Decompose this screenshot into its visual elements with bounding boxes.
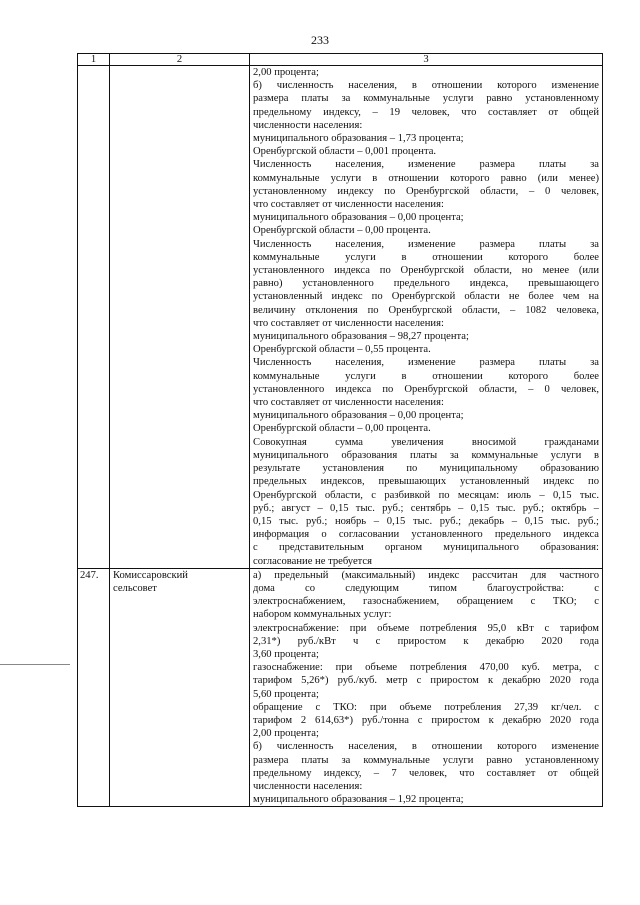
- text-line: тарифом 2 614,63*) руб./тонна с приростом к декабрю 2020 года: [253, 714, 599, 726]
- text-line: численности населения:: [253, 119, 363, 131]
- text-line: установленного индекса по Оренбургской области, но менее (или: [253, 265, 599, 277]
- table-row: [78, 66, 603, 569]
- text-line: величину отклонения по Оренбургской области, – 1082 человека,: [253, 304, 599, 316]
- text-line: руб.; август – 0,15 тыс. руб.; сентябрь – 0,15 тыс. руб.; октябрь –: [253, 502, 599, 514]
- scan-margin-mark: [0, 664, 70, 665]
- text-line: муниципального образования – 0,00 процента;: [253, 410, 464, 422]
- text-line: газоснабжение: при объеме потребления 470,00 куб. метра, с: [253, 662, 599, 674]
- page-number: 233: [311, 33, 329, 47]
- data-table: [77, 53, 603, 807]
- text-line: размера платы за коммунальные услуги равно установленному: [253, 93, 599, 105]
- text-line: 2,00 процента;: [253, 728, 319, 740]
- text-line: Оренбургской области, с разбивкой по месяцам: июль – 0,15 тыс.: [253, 489, 599, 501]
- row-number-cell: [78, 66, 110, 569]
- text-line: муниципального образования – 1,92 процента;: [253, 794, 464, 806]
- text-line: Численность населения, изменение размера платы за: [253, 357, 599, 369]
- municipality-name-line: Комиссаровский: [113, 569, 188, 581]
- municipality-name-cell: [110, 66, 250, 569]
- description-cell: [250, 66, 603, 569]
- text-line: равно) установленного предельного индекса, превышающего: [253, 278, 599, 290]
- text-line: 3,60 процента;: [253, 648, 319, 660]
- text-line: муниципального образования – 0,00 процента;: [253, 212, 464, 224]
- text-line: согласование не требуется: [253, 555, 373, 567]
- text-line: коммунальные услуги в отношении которого более: [253, 251, 599, 263]
- text-line: обращение с ТКО: при объеме потребления 27,39 кг/чел. с: [253, 701, 599, 713]
- text-line: 2,31*) руб./кВт ч с приростом к декабрю 2020 года: [253, 635, 599, 647]
- text-line: муниципального образования – 1,73 процента;: [253, 133, 464, 145]
- text-line: б) численность населения, в отношении которого изменение: [253, 80, 599, 92]
- text-line: Совокупная сумма увеличения вносимой гражданами: [253, 436, 599, 448]
- text-line: б) численность населения, в отношении которого изменение: [253, 741, 599, 753]
- text-line: коммунальные услуги в отношении которого равно (или менее): [253, 172, 599, 184]
- text-line: что составляет от численности населения:: [253, 317, 444, 329]
- text-line: предельному индексу, – 7 человек, что составляет от общей: [253, 767, 599, 779]
- text-line: результате установления по муниципальному образованию: [253, 463, 599, 475]
- text-line: а) предельный (максимальный) индекс рассчитан для частного: [253, 569, 599, 581]
- text-line: что составляет от численности населения:: [253, 199, 444, 211]
- text-line: с представительным органом муниципального образования:: [253, 542, 599, 554]
- text-line: предельных индексов, превышающих установленный индекс по: [253, 476, 599, 488]
- text-line: установленный индекс по Оренбургской области не более чем на: [253, 291, 599, 303]
- text-line: Оренбургской области – 0,55 процента.: [253, 344, 431, 356]
- text-line: муниципального образования платы за коммунальные услуги в: [253, 449, 599, 461]
- text-line: электроснабжение: при объеме потребления 95,0 кВт с тарифом: [253, 622, 599, 634]
- text-line: что составляет от численности населения:: [253, 397, 444, 409]
- text-line: 5,60 процента;: [253, 688, 319, 700]
- header-row: [78, 54, 603, 66]
- header-col-3: 3: [250, 54, 603, 66]
- text-line: информация о согласовании установленного предельного индекса: [253, 529, 599, 541]
- text-line: 2,00 процента;: [253, 67, 319, 78]
- table-body: [78, 54, 603, 807]
- text-line: установленного индекса по Оренбургской области, – 0 человек,: [253, 383, 599, 395]
- row-number-cell: 247.: [78, 568, 110, 807]
- text-line: установленному индексу по Оренбургской области, – 0 человек,: [253, 185, 599, 197]
- description-cell: [250, 568, 603, 807]
- text-line: набором коммунальных услуг:: [253, 609, 392, 621]
- text-line: тарифом 5,26*) руб./куб. метр с приростом к декабрю 2020 года: [253, 675, 599, 687]
- text-line: Оренбургской области – 0,00 процента.: [253, 225, 431, 237]
- text-line: размера платы за коммунальные услуги равно установленному: [253, 754, 599, 766]
- text-line: электроснабжением, газоснабжением, обращением с ТКО; с: [253, 596, 599, 608]
- municipality-name-line: сельсовет: [113, 582, 157, 594]
- text-line: дома со следующим типом благоустройства: с: [253, 582, 599, 594]
- header-col-1: 1: [78, 54, 110, 66]
- municipality-name-cell: [110, 568, 250, 807]
- text-line: численности населения:: [253, 780, 363, 792]
- table-row: [78, 568, 603, 807]
- text-line: муниципального образования – 98,27 процента;: [253, 331, 469, 343]
- text-line: предельному индексу, – 19 человек, что составляет от общей: [253, 106, 599, 118]
- text-line: 0,15 тыс. руб.; ноябрь – 0,15 тыс. руб.; декабрь – 0,15 тыс. руб.;: [253, 515, 599, 527]
- text-line: Численность населения, изменение размера платы за: [253, 159, 599, 171]
- header-col-2: 2: [110, 54, 250, 66]
- text-line: Оренбургской области – 0,00 процента.: [253, 423, 431, 435]
- text-line: коммунальные услуги в отношении которого более: [253, 370, 599, 382]
- text-line: Оренбургской области – 0,001 процента.: [253, 146, 437, 158]
- text-line: Численность населения, изменение размера платы за: [253, 238, 599, 250]
